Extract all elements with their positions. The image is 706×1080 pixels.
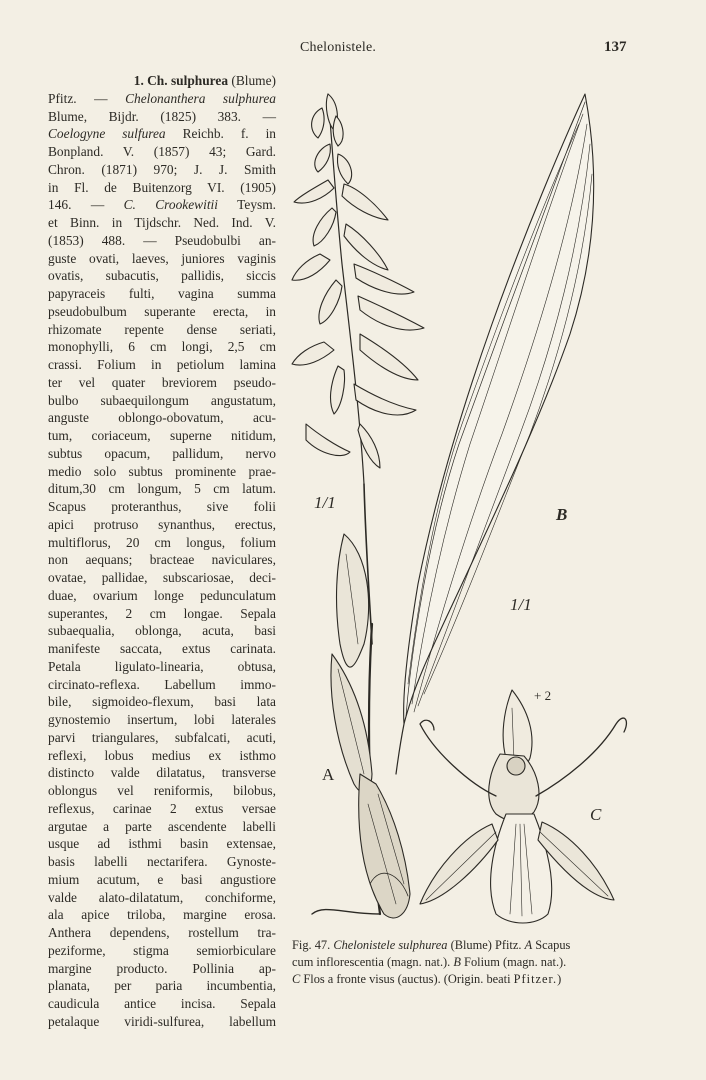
text-run: ala apice triloba, margine erosa. [48,907,276,923]
text-run: gynostemio insertum, lobi laterales [48,712,276,727]
text-run: Chron. (1871) 970; J. J. Smith [48,161,276,177]
text-line [48,871,276,889]
text-run: ter vel quater breviorem pseudo- [48,374,276,390]
text-run: bulbo subaequilongum angustatum, [48,392,276,408]
text-run: tum, coriaceum, superne nitidum, [48,428,276,443]
text-line [48,427,276,445]
text-line [48,214,276,232]
text-run: Blume, Bijdr. (1825) 383. — [48,108,276,124]
species-description [48,72,276,1031]
text-run: in Fl. de Buitenzorg VI. (1905) [48,179,276,195]
text-run: superantes, 2 cm longae. Sepala [48,605,276,621]
orchid-illustration [284,84,644,930]
text-run: Scapus proteranthus, sive folii [48,499,276,514]
text-run: Anthera dependens, rostellum tra- [48,925,276,940]
label-b: B [556,505,568,524]
text-line [48,835,276,853]
text-run: caudicula antice incisa. Sepala [48,996,276,1011]
text-run: rhizomate repente dense seriati, [48,321,276,337]
text-line [48,356,276,374]
text-run: (Blume) Pfitz. [447,938,525,952]
caption-line [292,971,637,988]
text-run: margine producto. Pollinia ap- [48,960,276,976]
text-run: A [524,938,533,952]
text-run: circinato-reflexa. Labellum immo- [48,676,276,692]
text-line [48,232,276,250]
text-line [48,729,276,747]
text-run: Scapus [532,938,571,952]
text-line [48,551,276,569]
text-line [48,924,276,942]
text-run: Pfitz. — [48,90,126,106]
text-run: Petala ligulato-linearia, obtusa, [48,658,276,674]
text-line [48,392,276,410]
text-run: parvi triangulares, subfalcati, acuti, [48,729,276,745]
text-run: Coelogyne sulfurea [48,126,166,142]
text-line [48,764,276,782]
text-run: subtus opacum, pallidum, nervo [48,445,276,461]
text-line [48,977,276,995]
text-line [48,800,276,818]
leaf-b-drawing [396,94,594,774]
text-run: crassi. Folium in petiolum lamina [48,357,276,372]
text-run: (Blume) [228,73,276,88]
text-run: papyraceis fulti, vagina summa [48,286,276,301]
text-line [48,622,276,640]
text-run: pseudobulbum superante erecta, in [48,303,276,319]
text-run: bile, sigmoideo-flexum, basi lata [48,694,276,710]
text-line [48,960,276,978]
text-line [48,711,276,729]
text-run: subaequalia, oblonga, acuta, basi [48,623,276,639]
text-line [48,534,276,552]
text-run: argutae a parte ascendente labelli [48,818,276,834]
text-run: (1853) 488. — Pseudobulbi an- [48,232,276,248]
text-run: basis labelli nectarifera. Gynoste- [48,854,276,869]
running-head: Chelonistele. [300,40,377,55]
text-line [48,303,276,321]
text-line [48,569,276,587]
text-run: 146. — [48,197,124,213]
text-line [48,942,276,960]
text-line [48,782,276,800]
text-line [48,480,276,498]
text-line [48,196,276,214]
label-a: A [322,765,335,784]
text-run: anguste oblongo-obovatum, acu- [48,410,276,426]
text-run: medio solo subtus prominente prae- [48,463,276,479]
text-run: Flos a fronte visus (auctus). (Origin. beati [300,972,514,986]
text-line [48,445,276,463]
scale-label-b: 1/1 [510,595,532,614]
text-run: valde alato-dilatatum, conchiforme, [48,889,276,905]
text-run: petalaque viridi-sulfurea, labellum [48,1013,276,1029]
text-line [48,143,276,161]
text-run: Bonpland. V. (1857) 43; Gard. [48,144,276,159]
scale-label-c: + 2 [534,688,552,703]
text-run: monophylli, 6 cm longi, 2,5 cm [48,339,276,355]
caption-line [292,937,637,954]
text-line [48,463,276,481]
text-run: duae, ovarium longe pedunculatum [48,587,276,603]
text-line [48,1013,276,1031]
text-line [48,267,276,285]
text-run: Teysm. [218,197,276,213]
page-number: 137 [604,39,627,55]
text-line [48,906,276,924]
text-line [48,321,276,339]
text-line [48,250,276,268]
text-line [48,179,276,197]
text-line [48,125,276,143]
text-line [48,853,276,871]
text-run: distincto valde dilatatus, transverse [48,765,276,781]
text-line [48,640,276,658]
label-c: C [590,805,602,824]
text-run: cum inflorescentia (magn. nat.). [292,955,454,969]
text-run: multiflorus, 20 cm longus, folium [48,534,276,550]
text-run: Fig. 47. [292,938,334,952]
text-run: Folium (magn. nat.). [460,955,567,969]
text-run: 1. [133,73,148,88]
text-run: mium acutum, e basi angustiore [48,871,276,887]
caption-line [292,954,637,971]
text-run: guste ovati, laeves, juniores vaginis [48,250,276,266]
text-run: reflexus, carinae 2 extus versae [48,800,276,816]
text-line [48,409,276,427]
text-line [48,516,276,534]
text-line [48,747,276,765]
text-run: peziforme, stigma semiorbiculare [48,942,276,958]
text-line [48,995,276,1013]
text-line [48,161,276,179]
text-run: non aequans; bracteae naviculares, [48,552,276,568]
text-run: Ch. sulphurea [147,73,229,88]
text-line [48,818,276,836]
text-line [48,693,276,711]
text-line [48,338,276,356]
text-run: et Binn. in Tijdschr. Ned. Ind. V. [48,215,276,230]
text-line [48,90,276,108]
text-run: B [453,955,461,969]
text-line [48,498,276,516]
text-run: C [292,972,301,986]
text-run: ovatae, pallidae, subscariosae, deci- [48,570,276,585]
text-line [48,676,276,694]
text-line [48,374,276,392]
text-line [48,605,276,623]
text-run: Chelonanthera sulphurea [125,90,276,106]
text-line [48,889,276,907]
text-run: Reichb. f. in [165,126,276,142]
text-run: apici protruso synanthus, erectus, [48,516,276,532]
text-line [48,72,276,90]
text-run: ovatis, subacutis, pallidis, siccis [48,268,276,284]
text-run: Pfitzer.) [513,972,563,986]
text-run: C. Crookewitii [123,197,218,213]
text-line [48,587,276,605]
text-run: manifeste saccata, extus carinata. [48,641,276,656]
text-line [48,658,276,676]
scale-label-a: 1/1 [314,493,336,512]
text-run: oblongus vel reniformis, bilobus, [48,783,276,798]
text-run: ditum,30 cm longum, 5 cm latum. [48,481,276,497]
figure-caption [292,937,637,988]
text-line [48,285,276,303]
text-run: Chelonistele sulphurea [333,938,448,952]
text-run: planata, per paria incumbentia, [48,978,276,994]
text-run: usque ad isthmi basin extensae, [48,836,276,852]
text-line [48,108,276,126]
text-run: reflexi, lobus medius ex isthmo [48,747,276,763]
